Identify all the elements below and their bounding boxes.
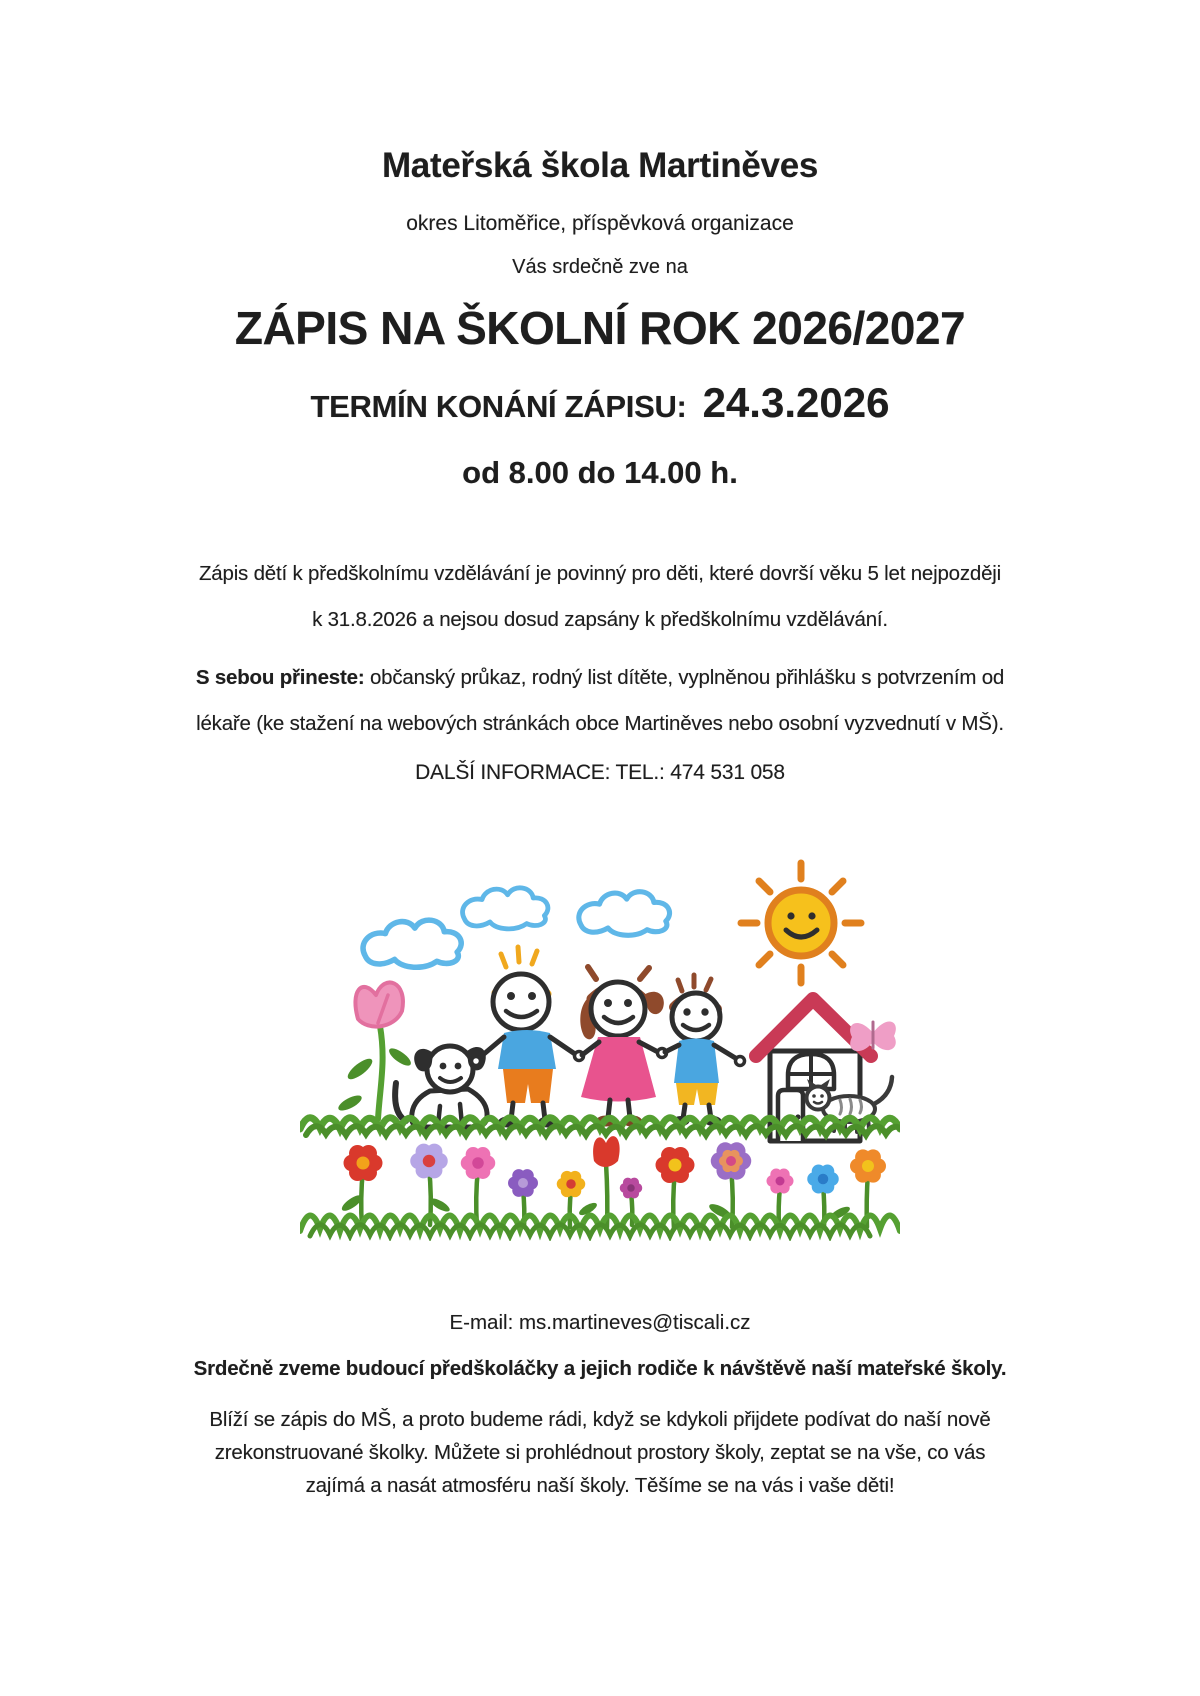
closing-paragraph xyxy=(120,1403,1080,1502)
headline: ZÁPIS NA ŠKOLNÍ ROK 2026/2027 xyxy=(234,302,966,354)
closing-paragraph-line-1: Blíží se zápis do MŠ, a proto budeme rádi, když se kdykoli přijdete podívat do naší nově xyxy=(209,1408,991,1431)
phone-info-line: DALŠÍ INFORMACE: TEL.: 474 531 058 xyxy=(415,761,785,784)
butterfly-drawing xyxy=(850,1021,896,1051)
paragraph-1-line-2: k 31.8.2026 a nejsou dosud zapsány k předškolnímu vzdělávání. xyxy=(312,608,888,631)
school-name: Mateřská škola Martiněves xyxy=(381,146,819,185)
small-boy-figure-drawing xyxy=(665,975,745,1126)
paragraph-1 xyxy=(120,551,1080,643)
time-range: od 8.00 do 14.00 h. xyxy=(462,455,738,490)
closing-paragraph-line-2: zrekonstruované školky. Můžete si prohlédnout prostory školy, zeptat se na vše, co vás xyxy=(214,1441,986,1464)
sun-drawing xyxy=(741,863,861,983)
bring-with-you-lead: S sebou přineste: xyxy=(195,666,365,689)
paragraph-2 xyxy=(120,655,1080,747)
poster-content xyxy=(120,0,1080,1502)
term-line xyxy=(120,379,1080,427)
term-label: TERMÍN KONÁNÍ ZÁPISU: xyxy=(310,389,687,424)
children-crayon-drawing xyxy=(300,811,900,1241)
boy-figure-drawing xyxy=(472,947,584,1128)
invitation-line: Vás srdečně zve na xyxy=(512,256,688,278)
paragraph-2-line-2: lékaře (ke stažení na webových stránkách obce Martiněves nebo osobní vyzvednutí v MŠ). xyxy=(196,712,1004,735)
paragraph-2-line-1 xyxy=(120,655,1080,701)
term-date: 24.3.2026 xyxy=(702,379,890,426)
girl-figure-drawing xyxy=(580,967,666,1127)
school-subtitle: okres Litoměřice, příspěvková organizace xyxy=(406,212,794,235)
bottom-grass-drawing xyxy=(300,1215,900,1236)
email-line: E-mail: ms.martineves@tiscali.cz xyxy=(449,1311,751,1334)
illustration-wrap xyxy=(120,811,1080,1241)
closing-invitation: Srdečně zveme budoucí předškoláčky a jejich rodiče k návštěvě naší mateřské školy. xyxy=(193,1357,1007,1380)
paragraph-1-line-1: Zápis dětí k předškolnímu vzdělávání je povinný pro děti, které dovrší věku 5 let nejpozději xyxy=(198,562,1002,585)
paragraph-2-line-1-rest: občanský průkaz, rodný list dítěte, vyplněnou přihlášku s potvrzením od xyxy=(364,666,1005,689)
closing-paragraph-line-3: zajímá a nasát atmosféru naší školy. Těšíme se na vás i vaše děti! xyxy=(305,1474,895,1497)
tulip-drawing xyxy=(336,982,413,1119)
